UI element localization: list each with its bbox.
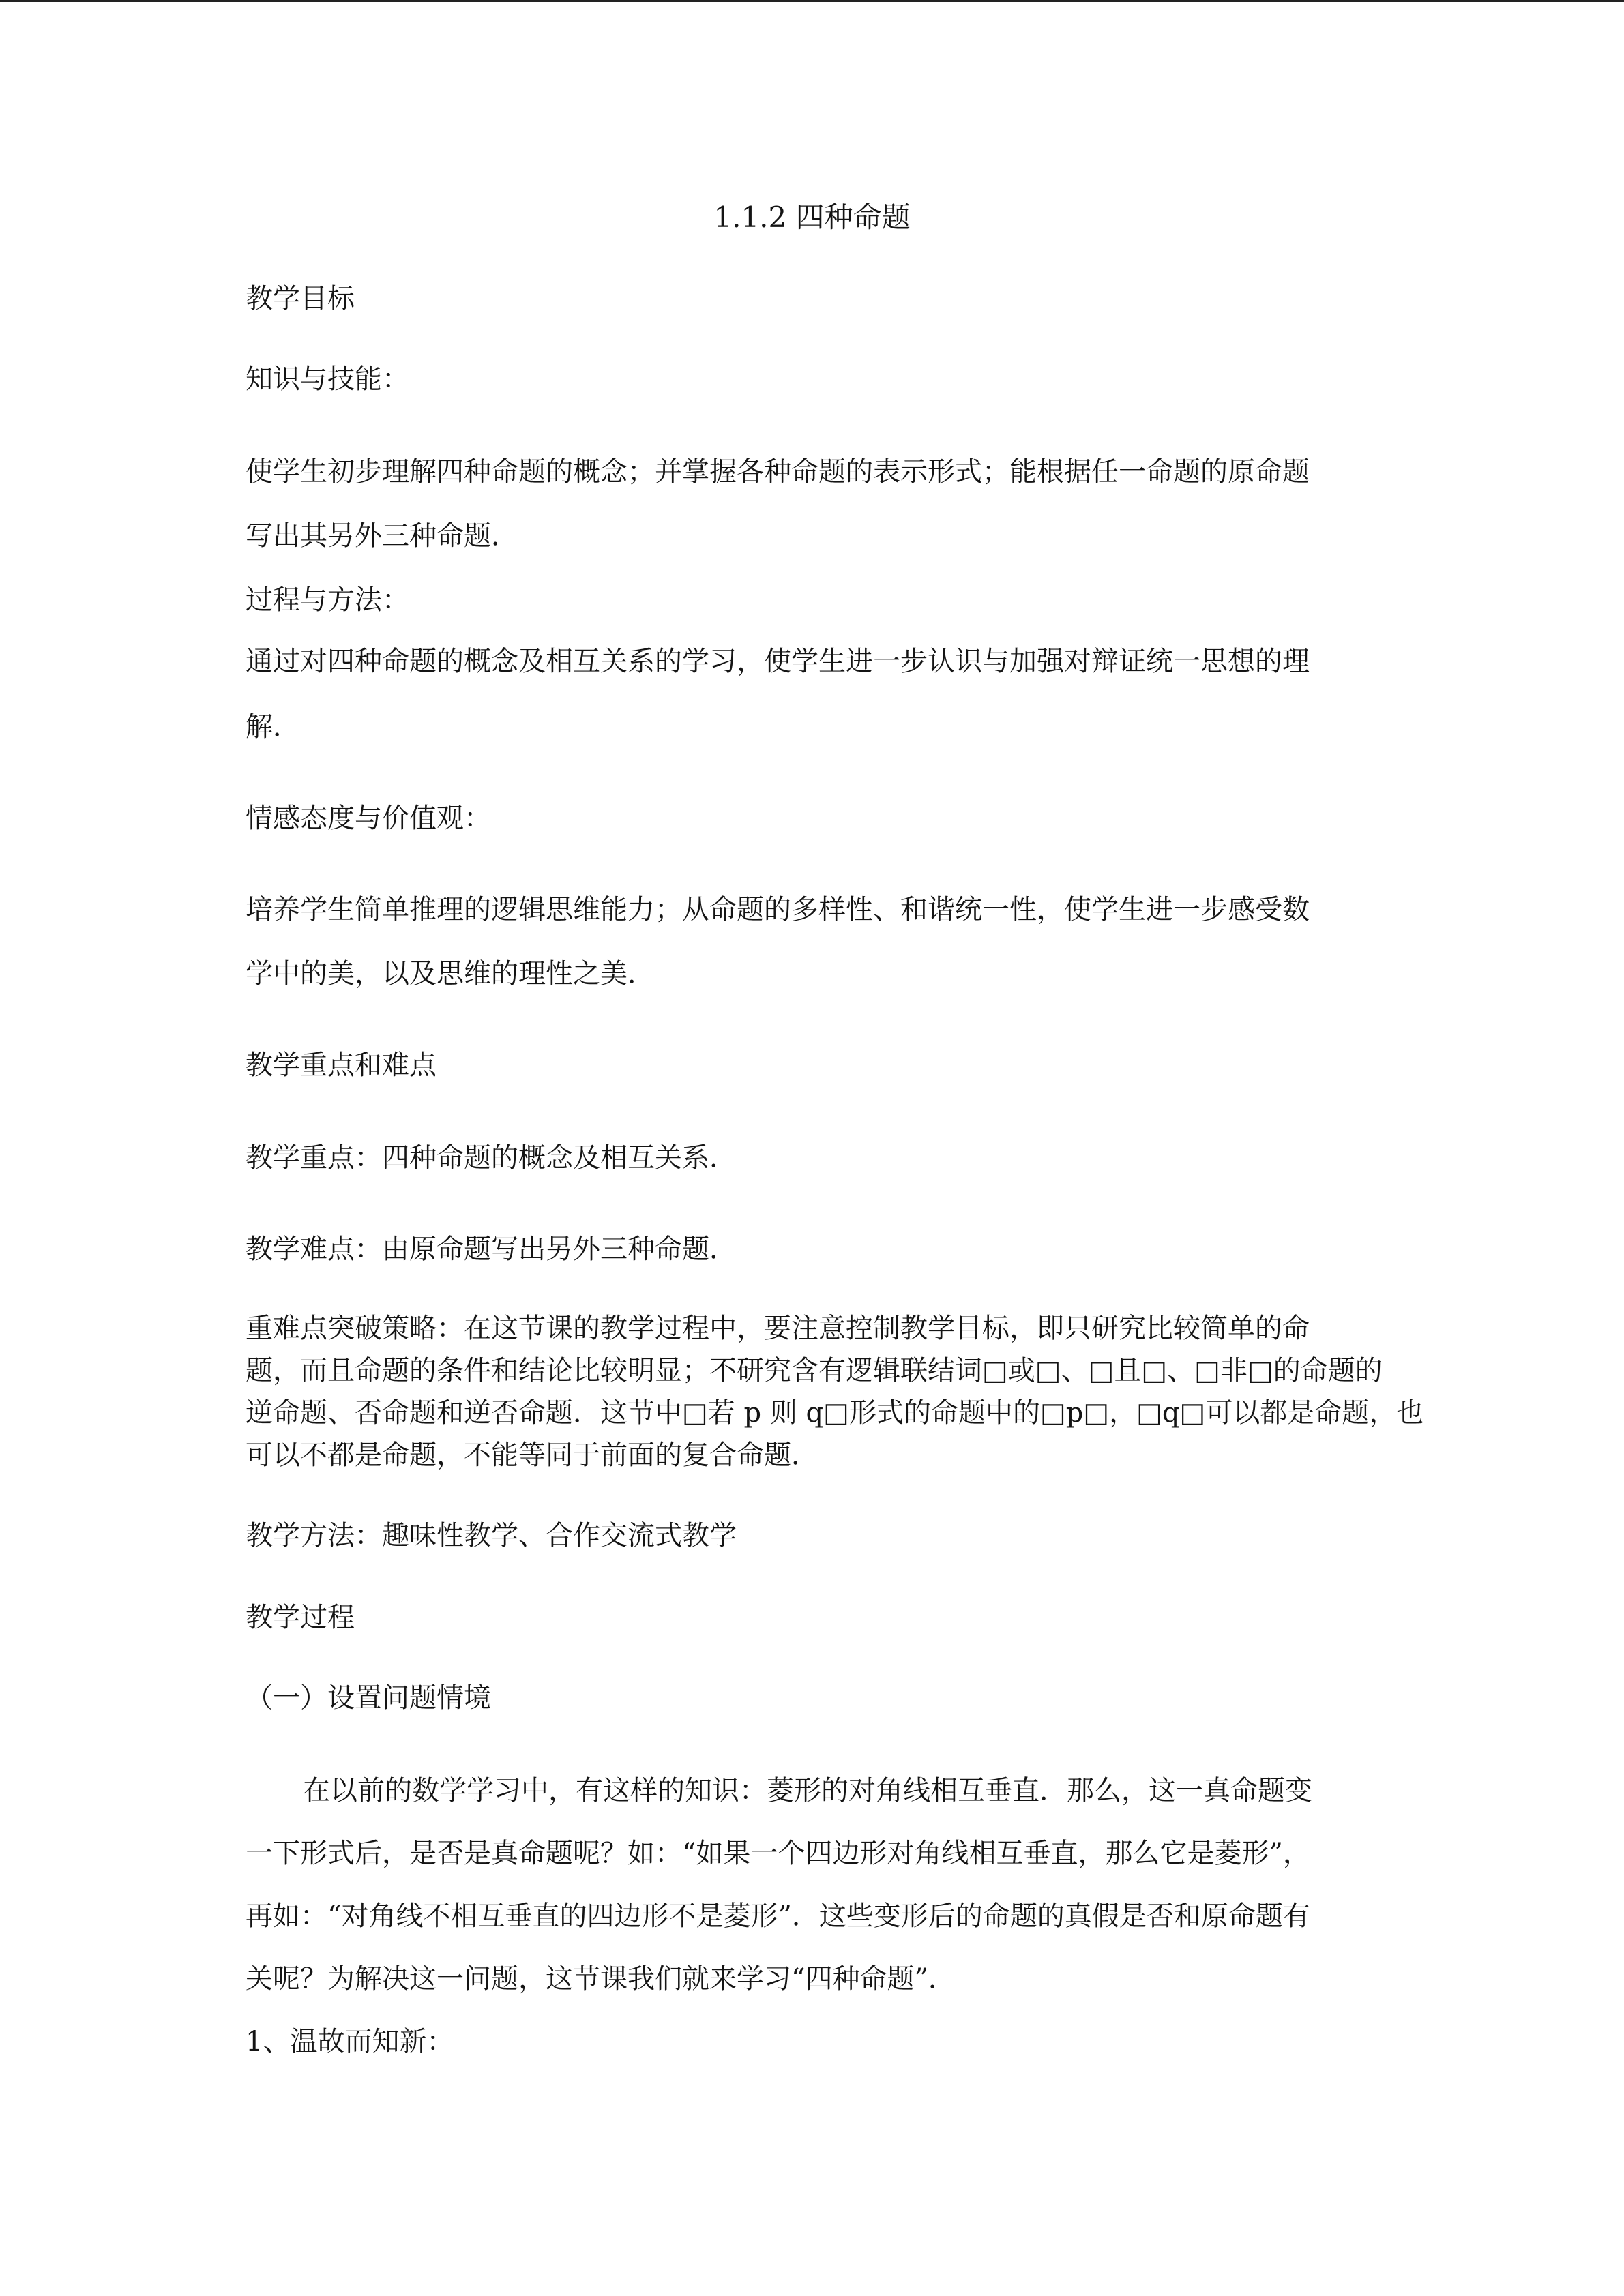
paragraph-line: 解． — [246, 711, 300, 743]
subheading-attitudes-values: 情感态度与价值观： — [246, 803, 491, 834]
paragraph-line: 一下形式后，是否是真命题呢？如：“如果一个四边形对角线相互垂直，那么它是菱形”， — [246, 1838, 1310, 1869]
paragraph-line: 使学生初步理解四种命题的概念；并掌握各种命题的表示形式；能根据任一命题的原命题 — [246, 456, 1310, 488]
paragraph-line: 重难点突破策略：在这节课的教学过程中，要注意控制教学目标，即只研究比较简单的命 — [246, 1313, 1310, 1344]
paragraph-line: 通过对四种命题的概念及相互关系的学习，使学生进一步认识与加强对辩证统一思想的理 — [246, 646, 1310, 677]
paragraph-line: 教学方法：趣味性教学、合作交流式教学 — [246, 1520, 737, 1551]
heading-teaching-process: 教学过程 — [246, 1602, 355, 1633]
subheading-process-methods: 过程与方法： — [246, 584, 409, 616]
subheading-knowledge-skills: 知识与技能： — [246, 363, 409, 395]
paragraph-line: 培养学生简单推理的逻辑思维能力；从命题的多样性、和谐统一性，使学生进一步感受数 — [246, 894, 1310, 925]
paragraph-line: 写出其另外三种命题． — [246, 520, 518, 552]
heading-key-points: 教学重点和难点 — [246, 1049, 437, 1081]
paragraph-line: 教学重点：四种命题的概念及相互关系． — [246, 1142, 737, 1174]
paragraph-line: 题，而且命题的条件和结论比较明显；不研究含有逻辑联结词□或□、□且□、□非□的命题的 — [246, 1355, 1383, 1386]
paragraph-line: 可以不都是命题，不能等同于前面的复合命题． — [246, 1440, 818, 1471]
paragraph-line: 逆命题、否命题和逆否命题．这节中□若 p 则 q□形式的命题中的□p□，□q□可以都是命题，也 — [246, 1397, 1424, 1429]
paragraph-line: 学中的美，以及思维的理性之美． — [246, 958, 655, 989]
paragraph-line: 关呢？为解决这一问题，这节课我们就来学习“四种命题”． — [246, 1963, 956, 1995]
heading-teaching-goals: 教学目标 — [246, 283, 355, 314]
subheading-review: 1、温故而知新： — [246, 2026, 454, 2057]
paragraph-line: 教学难点：由原命题写出另外三种命题． — [246, 1234, 737, 1265]
subheading-problem-setting: （一）设置问题情境 — [246, 1682, 491, 1714]
document-title: 1.1.2 四种命题 — [713, 200, 911, 234]
paragraph-line: 在以前的数学学习中，有这样的知识：菱形的对角线相互垂直．那么，这一真命题变 — [303, 1775, 1312, 1806]
paragraph-line: 再如：“对角线不相互垂直的四边形不是菱形”．这些变形后的命题的真假是否和原命题有 — [246, 1900, 1310, 1932]
